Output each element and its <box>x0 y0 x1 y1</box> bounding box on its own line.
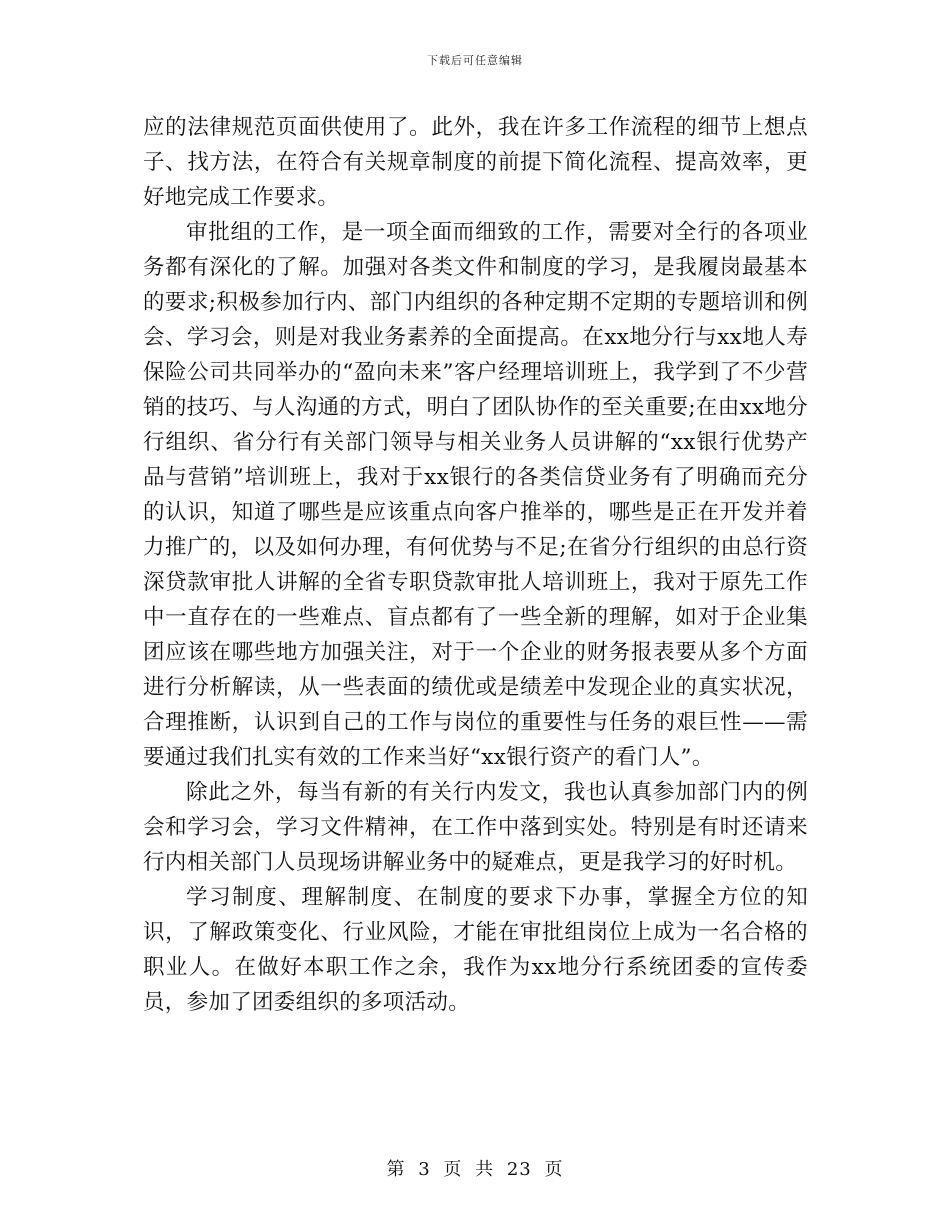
page-number-footer: 第 3 页 共 23 页 <box>386 1159 564 1180</box>
paragraph-approval-group: 审批组的工作，是一项全面而细致的工作，需要对全行的各项业务都有深化的了解。加强对各类文件和制度的学习，是我履岗最基本的要求;积极参加行内、部门内组织的各种定期不定期的专题培训和例会、学习会，则是对我业务素养的全面提高。在xx地分行与xx地人寿保险公司共同举办的“盈向未来”客户经理培训班上，我学到了不少营销的技巧、与人沟通的方式，明白了团队协作的至关重要;在由xx地分行组织、省分行有关部门领导与相关业务人员讲解的“xx银行优势产品与营销”培训班上，我对于xx银行的各类信贷业务有了明确而充分的认识，知道了哪些是应该重点向客户推举的，哪些是正在开发并着力推广的，以及如何办理，有何优势与不足;在省分行组织的由总行资深贷款审批人讲解的全省专职贷款审批人培训班上，我对于原先工作中一直存在的一些难点、盲点都有了一些全新的理解，如对于企业集团应该在哪些地方加强关注，对于一个企业的财务报表要从多个方面进行分析解读，从一些表面的绩优或是绩差中发现企业的真实状况，合理推断，认识到自己的工作与岗位的重要性与任务的艰巨性——需要通过我们扎实有效的工作来当好“xx银行资产的看门人”。 <box>143 220 808 770</box>
paragraph-additional-study: 除此之外，每当有新的有关行内发文，我也认真参加部门内的例会和学习会，学习文件精神，在工作中落到实处。特别是有时还请来行内相关部门人员现场讲解业务中的疑难点，更是我学习的好时机。 <box>143 780 808 875</box>
paragraph-continuation: 应的法律规范页面供使用了。此外，我在许多工作流程的细节上想点子、找方法，在符合有关规章制度的前提下简化流程、提高效率，更好地完成工作要求。 <box>143 115 808 210</box>
paragraph-learning-system: 学习制度、理解制度、在制度的要求下办事，掌握全方位的知识，了解政策变化、行业风险，才能在审批组岗位上成为一名合格的职业人。在做好本职工作之余，我作为xx地分行系统团委的宣传委员，参加了团委组织的多项活动。 <box>143 885 808 1015</box>
document-body <box>143 110 808 1020</box>
page-header: 下载后可任意编辑 <box>427 54 523 67</box>
